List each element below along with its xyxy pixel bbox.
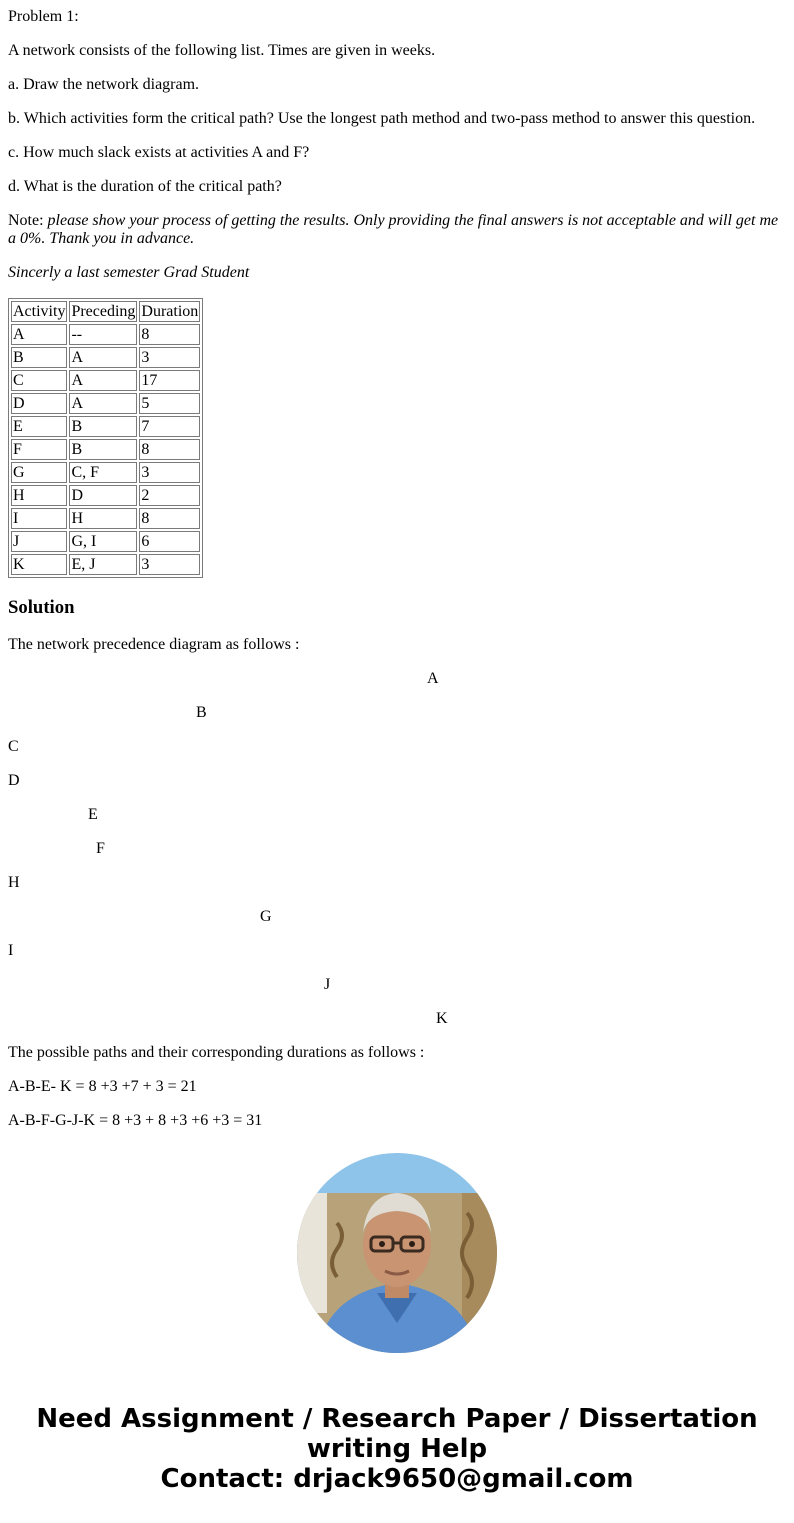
table-cell: E, J <box>69 554 137 575</box>
table-cell: D <box>69 485 137 506</box>
table-cell: B <box>69 439 137 460</box>
table-cell: G <box>11 462 67 483</box>
note-text: please show your process of getting the results. Only providing the final answers is not acceptable and will get me a 0%. Thank you in advance. <box>8 212 779 247</box>
signature-text: Sincerly a last semester Grad Student <box>8 264 250 281</box>
table-cell: I <box>11 508 67 529</box>
table-cell: 3 <box>139 554 200 575</box>
solution-heading: Solution <box>8 597 75 618</box>
table-cell: C <box>11 370 67 391</box>
table-cell: B <box>11 347 67 368</box>
diagram-node-a: A <box>427 670 439 687</box>
table-cell: 3 <box>139 462 200 483</box>
diagram-node-d: D <box>8 772 20 789</box>
table-row <box>11 347 200 368</box>
diagram-node-k: K <box>436 1010 448 1027</box>
table-cell: K <box>11 554 67 575</box>
table-row <box>11 531 200 552</box>
table-cell: E <box>11 416 67 437</box>
header-cell: Duration <box>141 303 199 320</box>
table-cell: H <box>11 485 67 506</box>
table-cell: 8 <box>139 324 200 345</box>
diagram-node-j: J <box>324 976 331 993</box>
promo-line-1: Need Assignment / Research Paper / Dissertation <box>36 1404 758 1434</box>
tutor-photo <box>297 1153 497 1353</box>
table-cell: D <box>11 393 67 414</box>
table-cell: 7 <box>139 416 200 437</box>
diagram-node-e: E <box>88 806 98 823</box>
table-cell: 2 <box>139 485 200 506</box>
table-cell: -- <box>69 324 137 345</box>
note <box>8 212 786 248</box>
table-cell: C, F <box>69 462 137 483</box>
diagram-node-f: F <box>96 840 105 857</box>
promo-banner <box>0 1404 794 1494</box>
table-row <box>11 416 200 437</box>
table-row <box>11 370 200 391</box>
diagram-node-c: C <box>8 738 19 755</box>
table-cell: J <box>11 531 67 552</box>
path-2: A-B-F-G-J-K = 8 +3 + 8 +3 +6 +3 = 31 <box>8 1112 263 1129</box>
table-cell: A <box>69 370 137 391</box>
table-cell: 8 <box>139 439 200 460</box>
table-cell: A <box>69 347 137 368</box>
promo-contact[interactable]: Contact: drjack9650@gmail.com <box>160 1464 634 1494</box>
tutor-photo-illustration <box>297 1153 497 1353</box>
paths-intro: The possible paths and their corresponding durations as follows : <box>8 1044 425 1061</box>
table-row <box>11 324 200 345</box>
table-row <box>11 554 200 575</box>
diagram-intro: The network precedence diagram as follows : <box>8 636 300 653</box>
activity-table <box>8 298 203 578</box>
table-cell: 8 <box>139 508 200 529</box>
table-row <box>11 485 200 506</box>
table-cell: 5 <box>139 393 200 414</box>
table-cell: B <box>69 416 137 437</box>
diagram-node-i: I <box>8 942 14 959</box>
table-row <box>11 439 200 460</box>
table-cell: A <box>69 393 137 414</box>
table-header-row <box>11 301 200 322</box>
part-a: a. Draw the network diagram. <box>8 76 200 93</box>
header-cell: Preceding <box>71 303 136 320</box>
part-d: d. What is the duration of the critical path? <box>8 178 282 195</box>
network-diagram <box>8 670 786 1028</box>
table-row <box>11 508 200 529</box>
table-cell: A <box>11 324 67 345</box>
table-cell: H <box>69 508 137 529</box>
table-cell: 3 <box>139 347 200 368</box>
table-cell: 6 <box>139 531 200 552</box>
table-cell: 17 <box>139 370 200 391</box>
problem-intro: A network consists of the following list. Times are given in weeks. <box>8 42 436 59</box>
header-cell: Activity <box>13 303 66 320</box>
document-body <box>8 0 786 1146</box>
table-row <box>11 462 200 483</box>
signature <box>8 264 786 282</box>
part-c: c. How much slack exists at activities A and F? <box>8 144 310 161</box>
path-1: A-B-E- K = 8 +3 +7 + 3 = 21 <box>8 1078 197 1095</box>
table-cell: G, I <box>69 531 137 552</box>
table-row <box>11 393 200 414</box>
diagram-node-g: G <box>260 908 272 925</box>
problem-title: Problem 1: <box>8 8 79 25</box>
diagram-node-b: B <box>196 704 207 721</box>
promo-line-2: writing Help <box>306 1434 488 1464</box>
part-b: b. Which activities form the critical path? Use the longest path method and two-pass method to answer this question. <box>8 110 756 127</box>
table-cell: F <box>11 439 67 460</box>
diagram-node-h: H <box>8 874 20 891</box>
note-label: Note: <box>8 212 48 229</box>
